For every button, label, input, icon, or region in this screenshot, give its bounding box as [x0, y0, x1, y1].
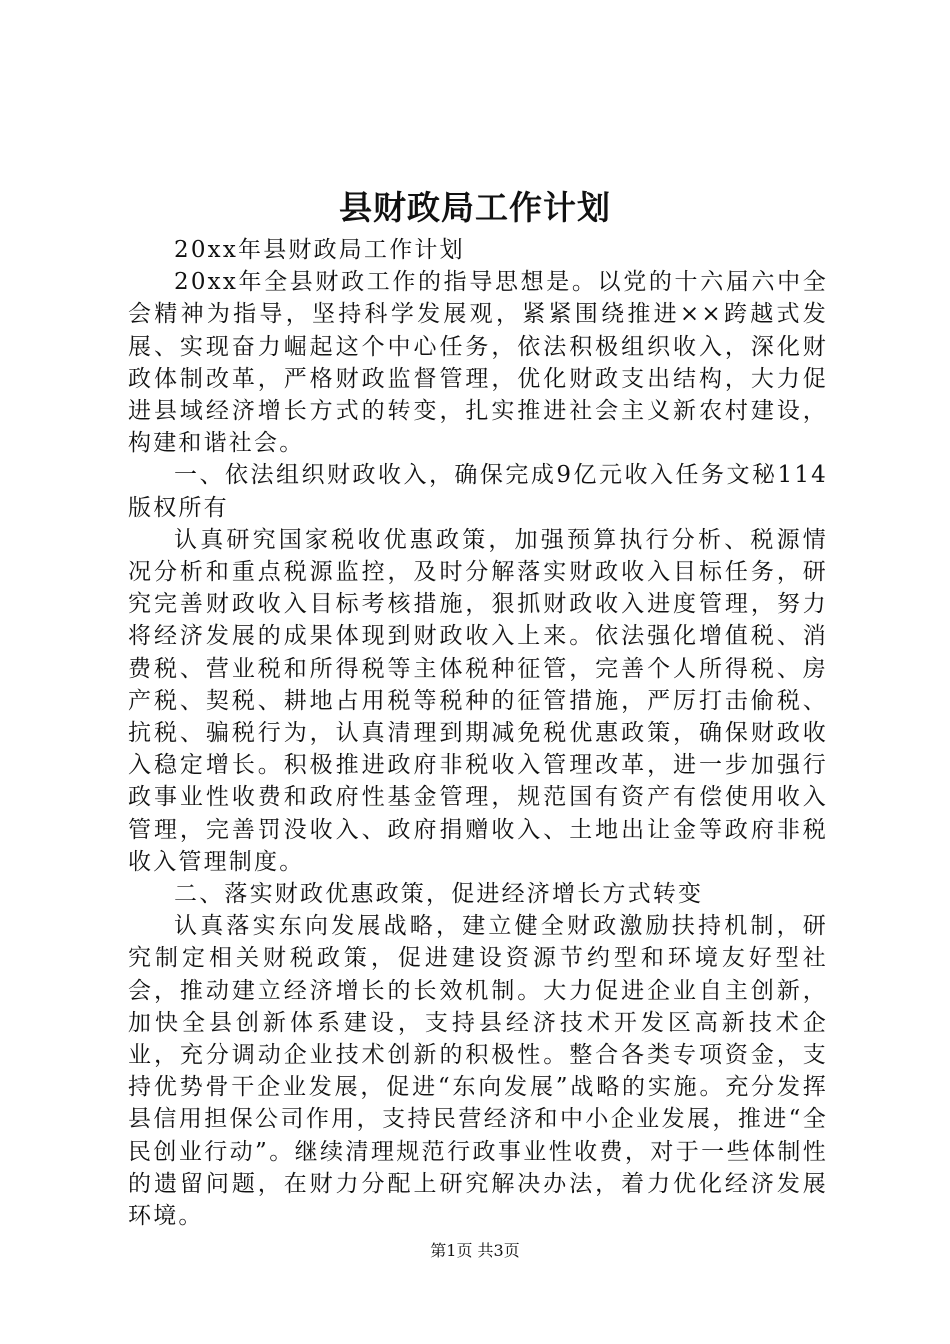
document-title: 县财政局工作计划: [339, 188, 611, 227]
section-heading-1: 一、依法组织财政收入，确保完成9亿元收入任务文秘114版权所有: [128, 462, 828, 521]
page-footer: 第1页 共3页: [430, 1241, 520, 1260]
document-body: [128, 234, 828, 1232]
paragraph-subtitle: 20xx年县财政局工作计划: [174, 237, 465, 263]
section-heading-2: 二、落实财政优惠政策，促进经济增长方式转变: [174, 881, 704, 908]
paragraph-section-2: 认真落实东向发展战略，建立健全财政激励扶持机制，研究制定相关财税政策，促进建设资源节约型和环境友好型社会，推动建立经济增长的长效机制。大力促进企业自主创新，加快全县创新体系建设，支持县经济技术开发区高新技术企业，充分调动企业技术创新的积极性。整合各类专项资金，支持优势骨干企业发展，促进“东向发展”战略的实施。充分发挥县信用担保公司作用，支持民营经济和中小企业发展，推进“全民创业行动”。继续清理规范行政事业性收费，对于一些体制性的遗留问题，在财力分配上研究解决办法，着力优化经济发展环境。: [128, 913, 828, 1230]
paragraph-guiding-principle: 20xx年全县财政工作的指导思想是。以党的十六届六中全会精神为指导，坚持科学发展观，紧紧围绕推进××跨越式发展、实现奋力崛起这个中心任务，依法积极组织收入，深化财政体制改革，严格财政监督管理，优化财政支出结构，大力促进县域经济增长方式的转变，扎实推进社会主义新农村建设，构建和谐社会。: [128, 269, 828, 457]
paragraph-section-1: 认真研究国家税收优惠政策，加强预算执行分析、税源情况分析和重点税源监控，及时分解落实财政收入目标任务，研究完善财政收入目标考核措施，狠抓财政收入进度管理，努力将经济发展的成果体现到财政收入上来。依法强化增值税、消费税、营业税和所得税等主体税种征管，完善个人所得税、房产税、契税、耕地占用税等税种的征管措施，严厉打击偷税、抗税、骗税行为，认真清理到期减免税优惠政策，确保财政收入稳定增长。积极推进政府非税收入管理改革，进一步加强行政事业性收费和政府性基金管理，规范国有资产有偿使用收入管理，完善罚没收入、政府捐赠收入、土地出让金等政府非税收入管理制度。: [128, 526, 828, 875]
